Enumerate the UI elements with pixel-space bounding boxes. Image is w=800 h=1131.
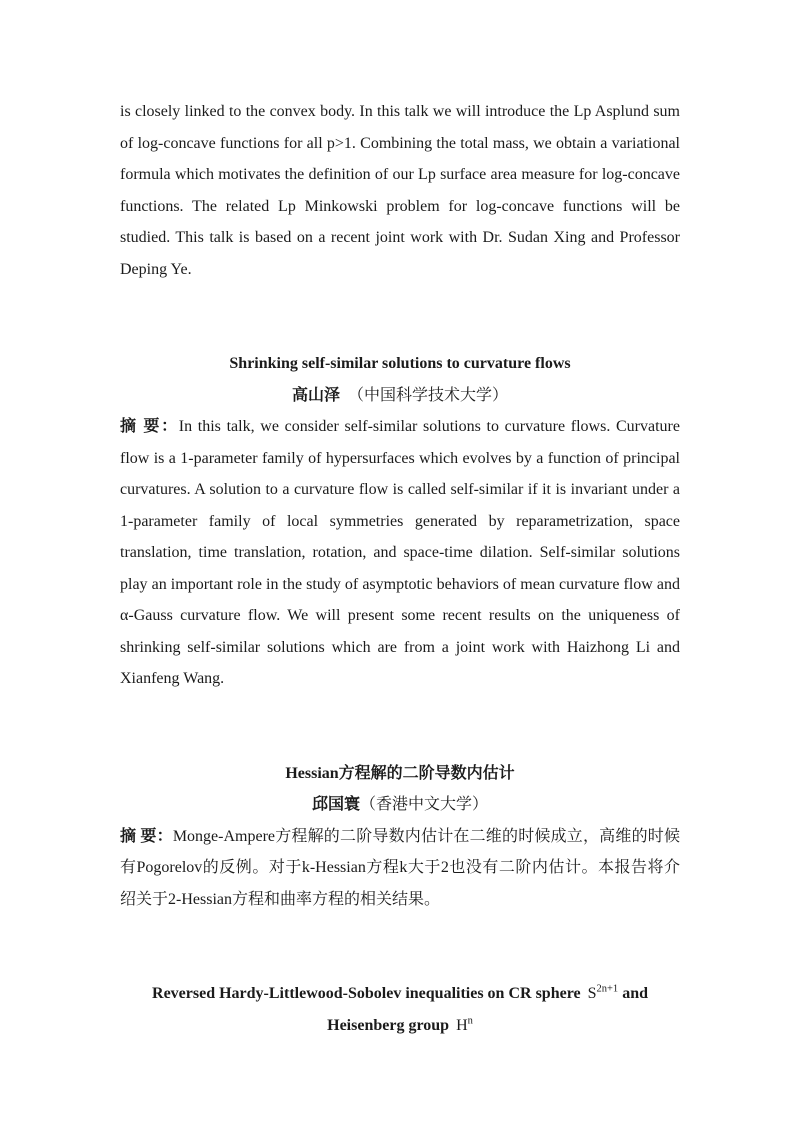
talk-title: Hessian方程解的二阶导数内估计 <box>285 764 515 782</box>
abstract-paragraph <box>120 821 680 916</box>
speaker-name: 邱国寰 <box>311 796 360 813</box>
continued-abstract-paragraph: is closely linked to the convex body. In this talk we will introduce the Lp Asplund sum of log-concave functions for all p>1. Combining the total mass, we obtain a variational formula which motivates the definition of our Lp surface area measure for log-concave functions. The related Lp Minkowski problem for log-concave functions will be studied. This talk is based on a recent joint work with Dr. Sudan Xing and Professor Deping Ye. <box>120 103 680 278</box>
talk-title-line-2: Heisenberg group $H^n$ <box>327 1015 473 1034</box>
speaker-name-gap <box>340 387 356 404</box>
abstract-text: In this talk, we consider self-similar solutions to curvature flows. Curvature flow is a 1-parameter family of hypersurfaces which evolves by a function of principal curvatures. A solution to a curvature flow is called self-similar if it is invariant under a 1-parameter family of local symmetries generated by reparametrization, space translation, time translation, rotation, and space-time dilation. Self-similar solutions play an important role in the study of asymptotic behaviors of mean curvature flow and α-Gauss curvature flow. We will present some recent results on the uniqueness of shrinking self-similar solutions which are from a joint work with Haizhong Li and Xianfeng Wang. <box>120 418 680 687</box>
talk-title: Shrinking self-similar solutions to curvature flows <box>229 355 571 372</box>
speaker-name: 高山泽 <box>291 386 340 404</box>
abstract-paragraph <box>120 411 680 695</box>
talk-section-reversed-hls <box>120 978 680 1041</box>
abstract-label: 摘 要： <box>120 418 179 435</box>
speaker-line <box>120 380 680 412</box>
speaker-affiliation: （中国科学技术大学） <box>356 386 509 404</box>
talk-section-curvature-flows <box>120 348 680 695</box>
talk-title-line-1: Reversed Hardy-Littlewood-Sobolev inequalities on CR sphere $S^{2n+1}$ and <box>152 983 648 1002</box>
speaker-line <box>120 789 680 821</box>
talk-section-hessian-equation <box>120 758 680 916</box>
abstract-label: 摘 要： <box>120 827 173 845</box>
speaker-affiliation: （香港中文大学） <box>360 796 489 813</box>
abstract-text: Monge-Ampere方程解的二阶导数内估计在二维的时候成立，高维的时候有Pogorelov的反例。对于k-Hessian方程k大于2也没有二阶内估计。本报告将介绍关于2-Hessian方程和曲率方程的相关结果。 <box>120 827 680 908</box>
